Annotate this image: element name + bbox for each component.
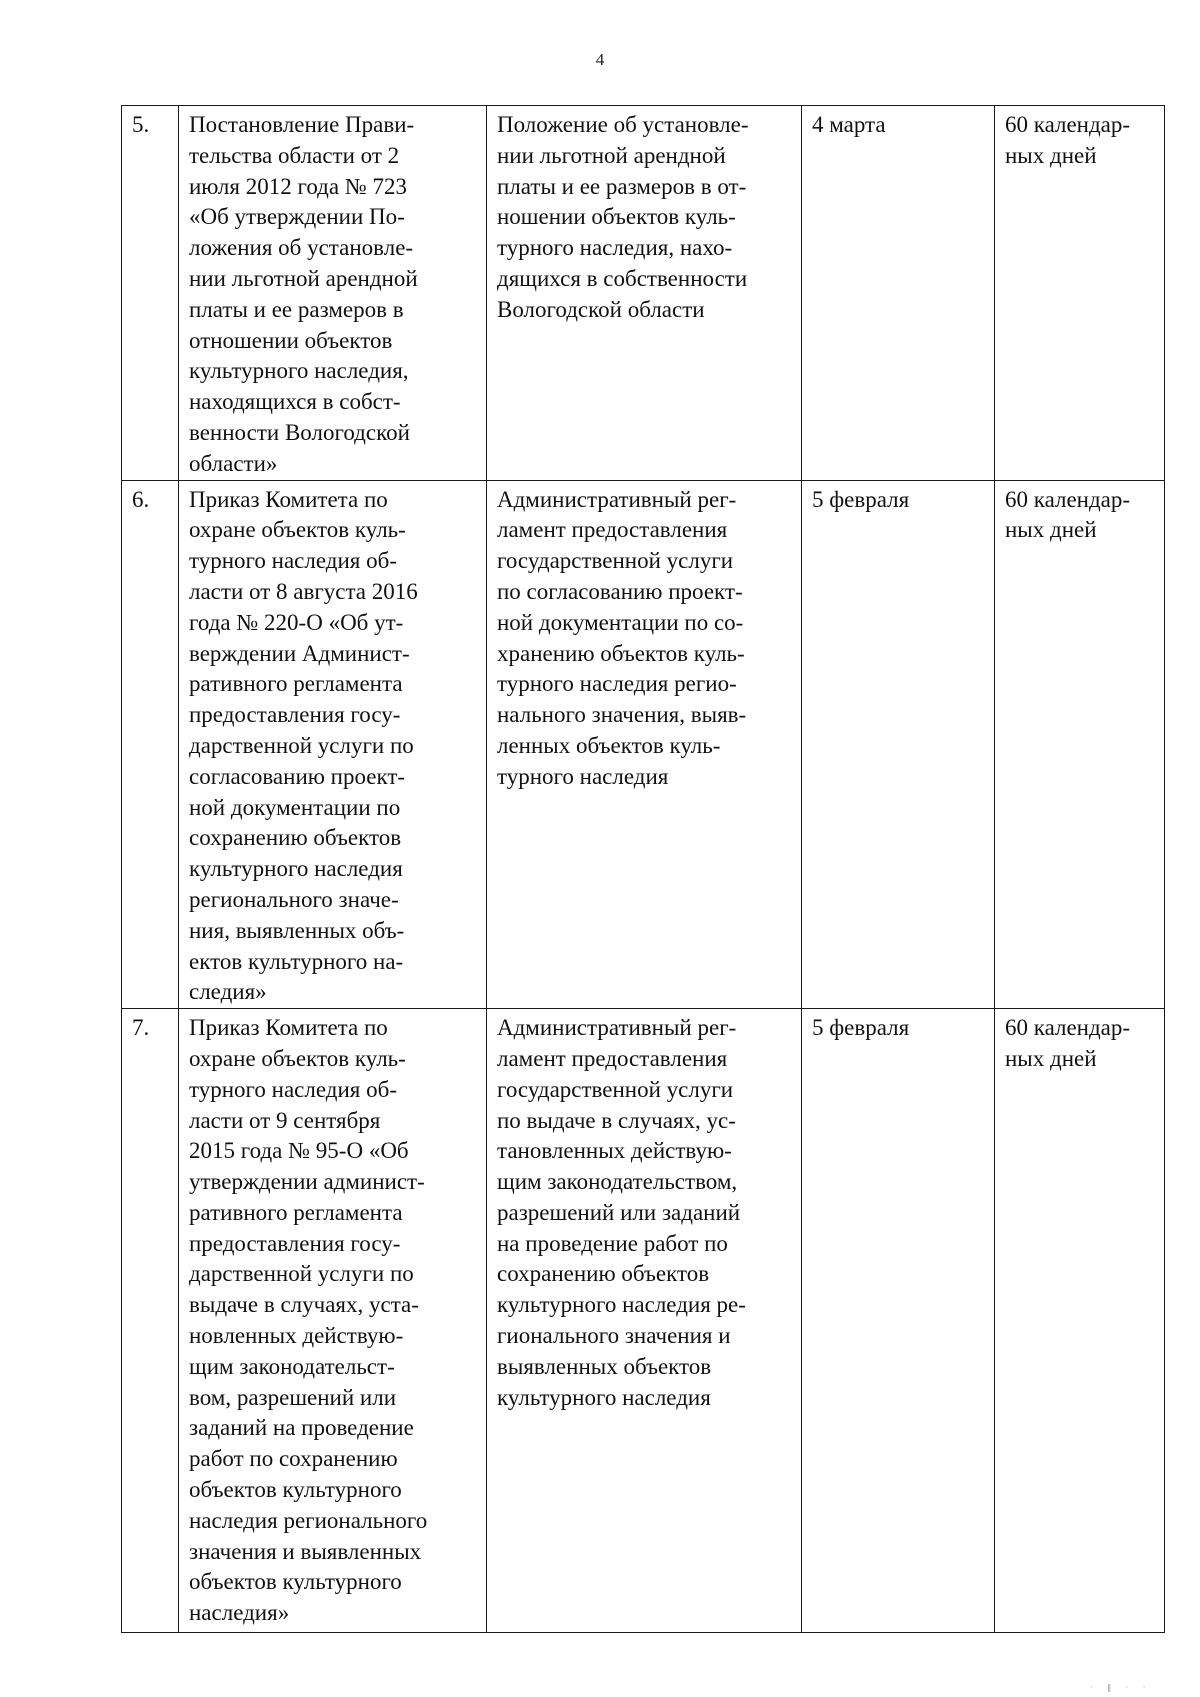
legal-act-cell-line: ложения об установле- <box>189 235 414 261</box>
legal-act-cell-line: работ по сохранению <box>189 1446 398 1472</box>
row-number: 7. <box>122 1009 179 1633</box>
legal-act-cell-line: вом, разрешений или <box>189 1384 397 1410</box>
subject-cell-line: разрешений или заданий <box>497 1199 741 1225</box>
legal-act-cell-line: года № 220-О «Об ут- <box>189 609 404 635</box>
term-cell <box>995 106 1165 481</box>
legal-act-cell-line: ративного регламента <box>189 1199 403 1225</box>
legal-act-cell-line: отношении объектов <box>189 327 393 353</box>
term-cell-line: ных дней <box>1005 517 1097 543</box>
legal-act-cell-line: значения и выявленных <box>189 1538 422 1564</box>
legal-act-cell-line: турного наследия об- <box>189 1076 397 1102</box>
term-cell <box>995 1009 1165 1633</box>
row-number: 6. <box>122 480 179 1009</box>
legal-act-cell-line: турного наследия об- <box>189 548 397 574</box>
legal-act-cell-line: находящихся в собст- <box>189 389 401 415</box>
subject-cell-line: щим законодательством, <box>497 1169 738 1195</box>
subject-cell-line: культурного наследия ре- <box>497 1292 746 1318</box>
term-cell-line: 60 календар- <box>1005 112 1131 137</box>
legal-act-cell-line: дарственной услуги по <box>189 732 414 758</box>
legal-act-cell-line: охране объектов куль- <box>189 1045 406 1071</box>
subject-cell-line: ной документации по со- <box>497 609 744 635</box>
legal-act-cell-line: культурного наследия <box>189 856 403 882</box>
subject-cell-line: ламент предоставления <box>497 517 728 543</box>
legal-act-cell-line: предоставления госу- <box>189 1230 401 1256</box>
legal-act-cell-line: ния, выявленных объ- <box>189 917 405 943</box>
legal-act-cell-line: ласти от 9 сентября <box>189 1107 381 1133</box>
subject-cell-line: ламент предоставления <box>497 1045 728 1071</box>
subject-cell-line: хранению объектов куль- <box>497 640 745 666</box>
subject-cell-line: Вологодской области <box>497 296 705 322</box>
subject-cell-line: турного наследия регио- <box>497 671 737 697</box>
legal-act-cell-line: области» <box>189 450 278 476</box>
subject-cell-line: турного наследия <box>497 763 669 789</box>
term-cell <box>995 480 1165 1009</box>
subject-cell <box>487 1009 802 1633</box>
term-cell-line: 60 календар- <box>1005 486 1131 512</box>
date-cell: 5 февраля <box>802 1009 995 1633</box>
subject-cell-line: сохранению объектов <box>497 1261 710 1287</box>
legal-act-cell-line: Приказ Комитета по <box>189 1015 388 1041</box>
subject-cell-line: на проведение работ по <box>497 1230 728 1256</box>
legal-act-cell-line: венности Вологодской <box>189 419 410 445</box>
subject-cell-line: выявленных объектов <box>497 1353 712 1379</box>
subject-cell-line: государственной услуги <box>497 1076 734 1102</box>
term-cell-line: ных дней <box>1005 1045 1097 1071</box>
legal-act-cell-line: тельства области от 2 <box>189 142 400 168</box>
legal-act-cell-line: щим законодательст- <box>189 1353 395 1379</box>
subject-cell-line: по согласованию проект- <box>497 578 743 604</box>
legal-act-cell-line: Постановление Прави- <box>189 112 415 137</box>
subject-cell-line: Административный рег- <box>497 1015 737 1041</box>
legal-act-cell <box>179 480 487 1009</box>
legal-act-cell-line: верждении Админист- <box>189 640 410 666</box>
row-number: 5. <box>122 106 179 481</box>
legal-act-cell-line: ративного регламента <box>189 671 403 697</box>
subject-cell-line: ленных объектов куль- <box>497 732 721 758</box>
legal-act-cell-line: объектов культурного <box>189 1569 402 1595</box>
subject-cell <box>487 480 802 1009</box>
date-cell: 4 марта <box>802 106 995 481</box>
legal-act-cell-line: «Об утверждении По- <box>189 204 405 230</box>
legal-act-cell-line: дарственной услуги по <box>189 1261 414 1287</box>
legal-act-cell-line: июля 2012 года № 723 <box>189 173 408 199</box>
table-row <box>122 480 1165 1009</box>
subject-cell-line: Административный рег- <box>497 486 737 512</box>
term-cell-line: 60 календар- <box>1005 1015 1131 1041</box>
term-cell-line: ных дней <box>1005 142 1097 168</box>
legal-act-cell <box>179 106 487 481</box>
table-row <box>122 1009 1165 1633</box>
legal-act-cell-line: охране объектов куль- <box>189 517 406 543</box>
subject-cell-line: тановленных действую- <box>497 1138 732 1164</box>
legal-act-cell-line: объектов культурного <box>189 1477 402 1503</box>
acts-table <box>121 105 1165 1633</box>
legal-act-cell-line: ектов культурного на- <box>189 948 404 974</box>
legal-act-cell-line: ной документации по <box>189 794 401 820</box>
scan-artifact: · ‖ · · <box>1090 1683 1152 1692</box>
subject-cell-line: нии льготной арендной <box>497 142 726 168</box>
subject-cell-line: платы и ее размеров в от- <box>497 173 747 199</box>
date-cell: 5 февраля <box>802 480 995 1009</box>
subject-cell-line: нального значения, выяв- <box>497 702 747 728</box>
subject-cell-line: ношении объектов куль- <box>497 204 736 230</box>
subject-cell-line: культурного наследия <box>497 1384 711 1410</box>
legal-act-cell-line: согласованию проект- <box>189 763 406 789</box>
legal-act-cell-line: наследия» <box>189 1600 290 1626</box>
legal-act-cell-line: культурного наследия, <box>189 358 409 384</box>
table-row <box>122 106 1165 481</box>
legal-act-cell-line: предоставления госу- <box>189 702 401 728</box>
legal-act-cell-line: наследия регионального <box>189 1507 428 1533</box>
subject-cell-line: гионального значения и <box>497 1323 731 1349</box>
legal-act-cell-line: регионального значе- <box>189 886 399 912</box>
legal-act-cell-line: нии льготной арендной <box>189 265 418 291</box>
subject-cell-line: государственной услуги <box>497 548 734 574</box>
page-number: 4 <box>595 50 605 69</box>
legal-act-cell <box>179 1009 487 1633</box>
subject-cell <box>487 106 802 481</box>
subject-cell-line: Положение об установле- <box>497 112 749 137</box>
legal-act-cell-line: Приказ Комитета по <box>189 486 388 512</box>
legal-act-cell-line: заданий на проведение <box>189 1415 414 1441</box>
legal-act-cell-line: платы и ее размеров в <box>189 296 404 322</box>
legal-act-cell-line: 2015 года № 95-О «Об <box>189 1138 409 1164</box>
subject-cell-line: по выдаче в случаях, ус- <box>497 1107 736 1133</box>
subject-cell-line: дящихся в собственности <box>497 265 748 291</box>
legal-act-cell-line: утверждении админист- <box>189 1169 425 1195</box>
legal-act-cell-line: выдаче в случаях, уста- <box>189 1292 419 1318</box>
subject-cell-line: турного наследия, нахо- <box>497 235 733 261</box>
legal-act-cell-line: новленных действую- <box>189 1323 404 1349</box>
legal-act-cell-line: сохранению объектов <box>189 825 402 851</box>
legal-act-cell-line: следия» <box>189 979 267 1005</box>
legal-act-cell-line: ласти от 8 августа 2016 <box>189 578 418 604</box>
